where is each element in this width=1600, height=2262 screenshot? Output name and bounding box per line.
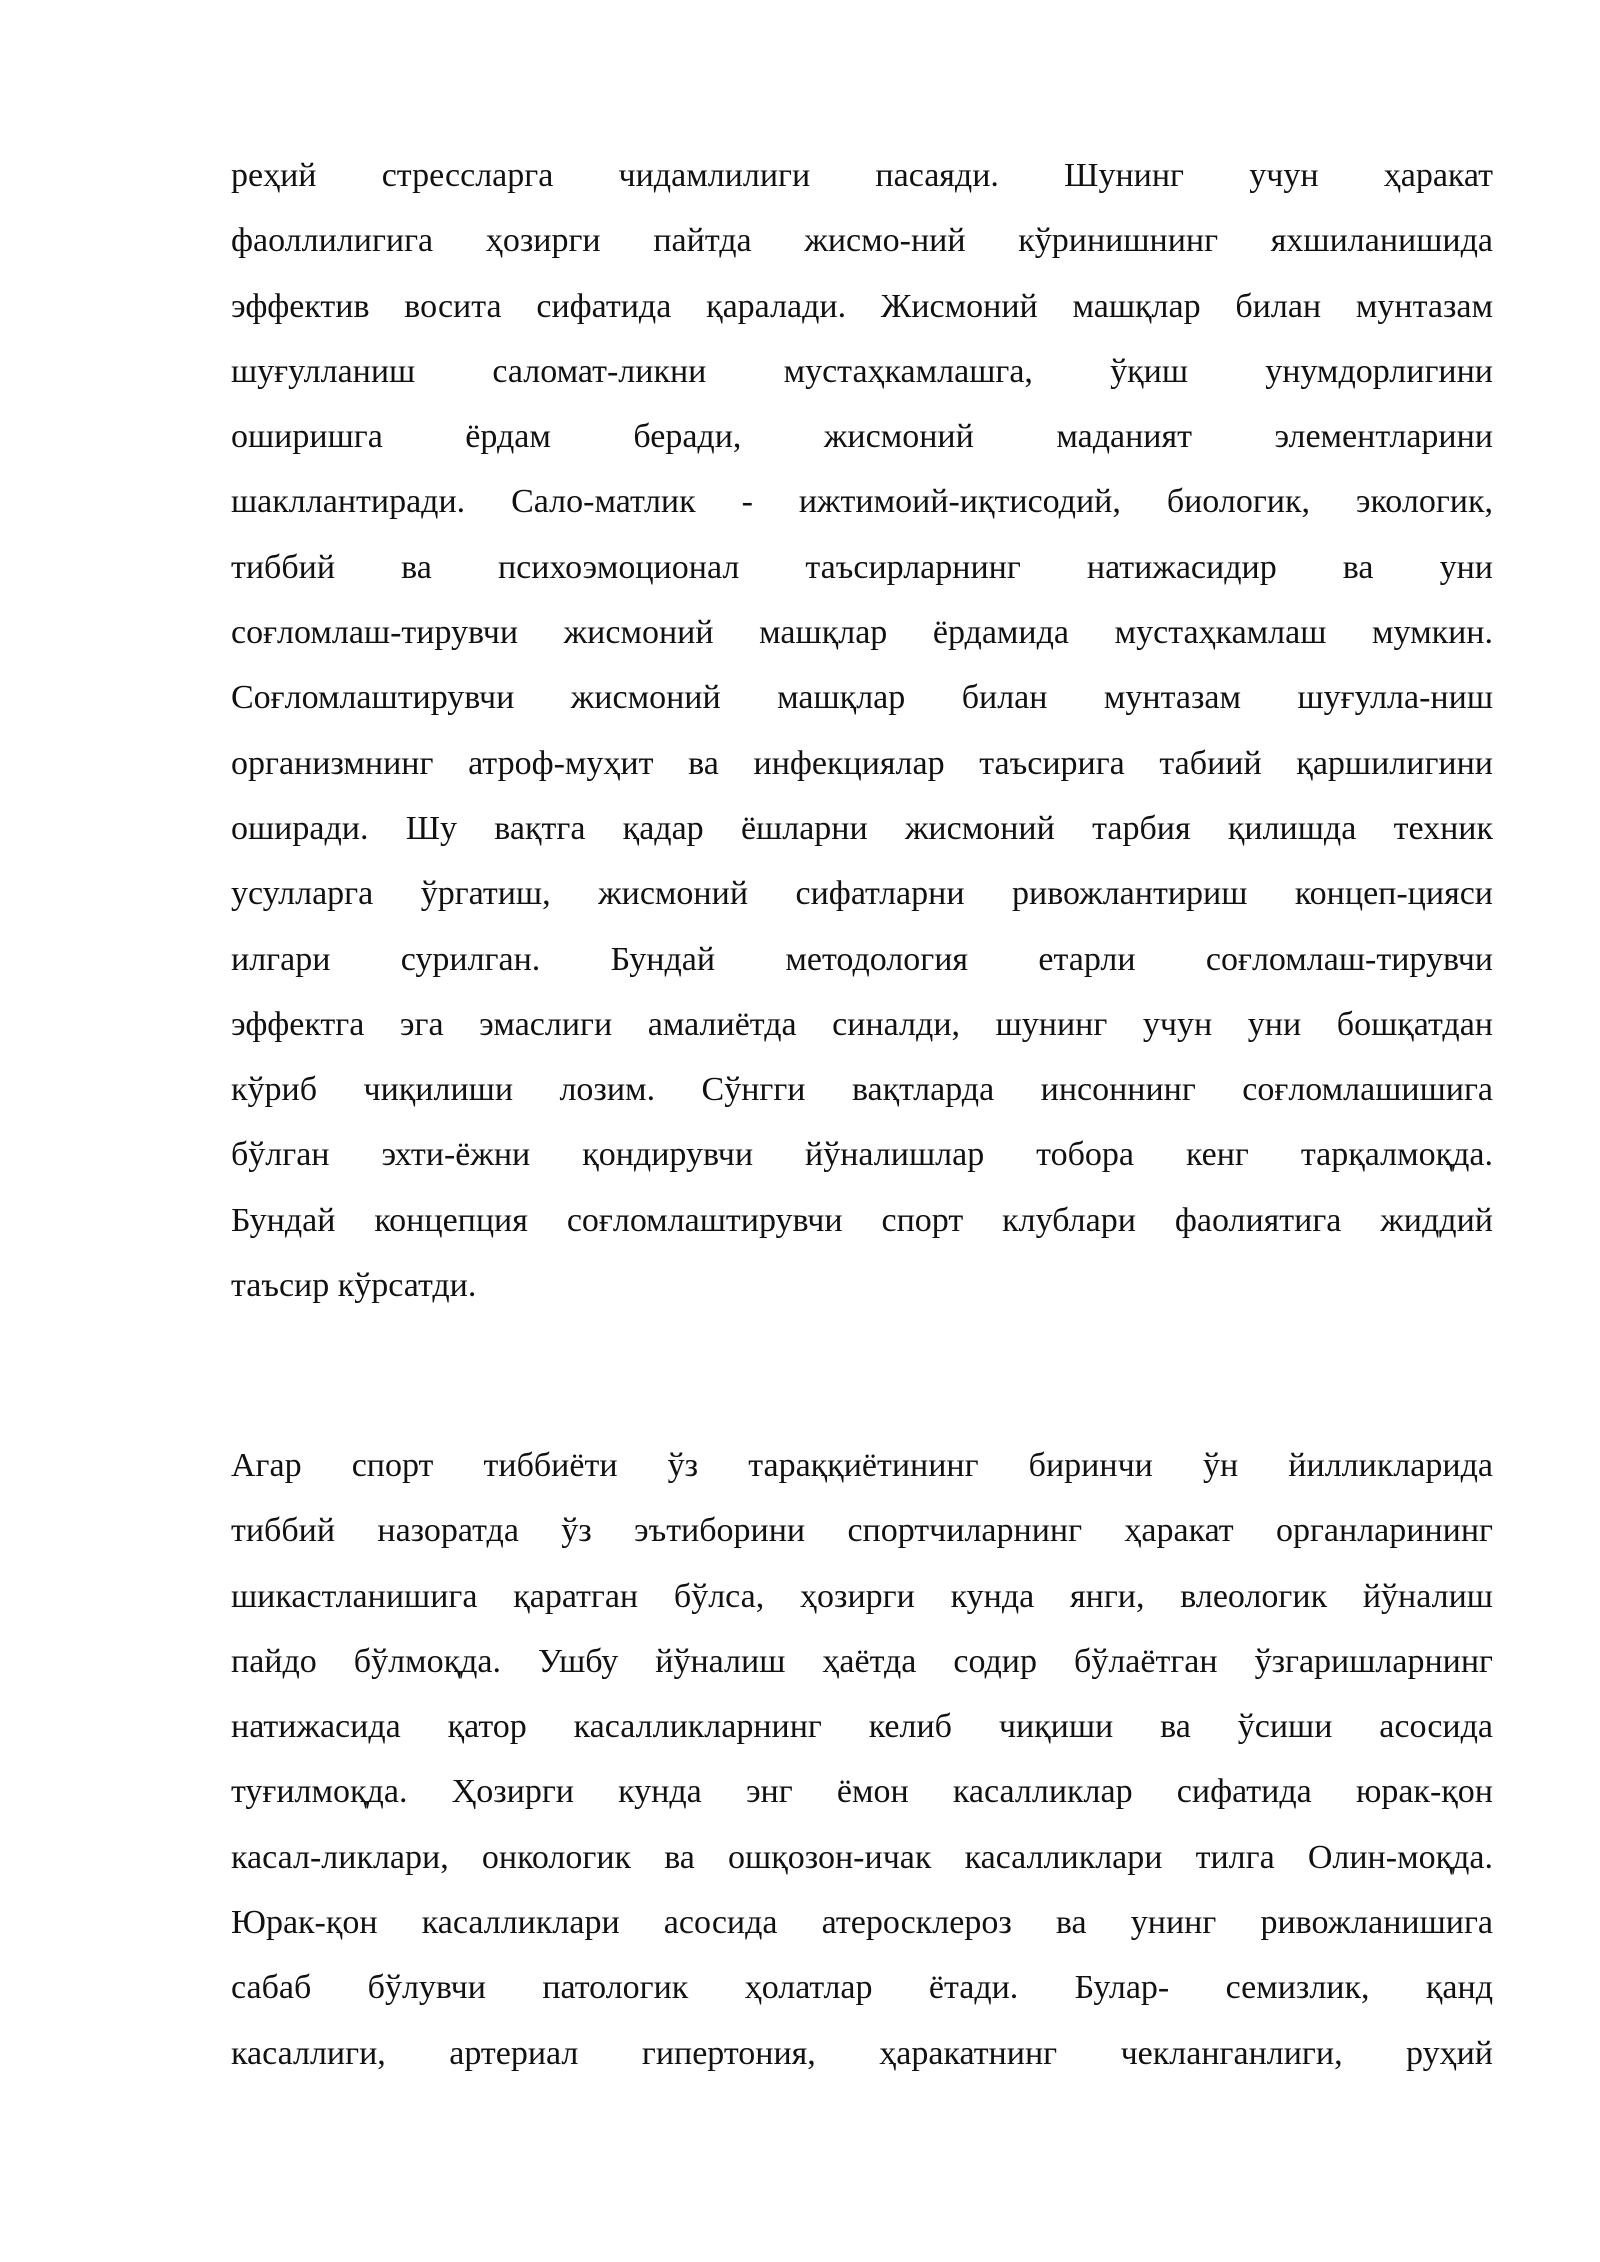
text-line: илгари сурилган. Бундай методология етарли соғломлаш-тирувчи — [231, 940, 1493, 978]
paragraph-2 — [231, 1433, 1493, 2086]
text-line: оширишга ёрдам беради, жисмоний маданият элементларини — [231, 418, 1493, 456]
text-line: эффектив восита сифатида қаралади. Жисмоний машқлар билан мунтазам — [231, 287, 1493, 325]
text-line: шакллантиради. Сало-матлик - ижтимоий-иқтисодий, биологик, экологик, — [231, 483, 1493, 521]
text-line: бўлган эхти-ёжни қондирувчи йўналишлар тобора кенг тарқалмоқда. — [231, 1136, 1493, 1174]
text-line: оширади. Шу вақтга қадар ёшларни жисмоний тарбия қилишда техник — [231, 809, 1493, 847]
text-line: касал-ликлари, онкологик ва ошқозон-ичак касалликлари тилга Олин-моқда. — [231, 1838, 1493, 1876]
text-line: Соғломлаштирувчи жисмоний машқлар билан мунтазам шуғулла-ниш — [231, 679, 1493, 717]
text-line: сабаб бўлувчи патологик ҳолатлар ётади. Булар- семизлик, қанд — [231, 1969, 1493, 2007]
text-line: Агар спорт тиббиёти ўз тараққиётининг биринчи ўн йилликларида — [231, 1447, 1493, 1484]
text-line: натижасида қатор касалликларнинг келиб чиқиши ва ўсиши асосида — [231, 1708, 1493, 1746]
text-line: пайдо бўлмоқда. Ушбу йўналиш ҳаётда содир бўлаётган ўзгаришларнинг — [231, 1642, 1493, 1680]
text-line: туғилмоқда. Ҳозирги кунда энг ёмон касалликлар сифатида юрак-қон — [231, 1773, 1493, 1811]
text-line: таъсир кўрсатди. — [231, 1267, 477, 1305]
paragraph-1 — [231, 143, 1493, 1318]
text-line: тиббий ва психоэмоционал таъсирларнинг натижасидир ва уни — [231, 548, 1493, 586]
text-line: Юрак-қон касалликлари асосида атеросклероз ва унинг ривожланишига — [231, 1904, 1493, 1942]
text-line: эффектга эга эмаслиги амалиётда синалди, шунинг учун уни бошқатдан — [231, 1005, 1493, 1043]
text-line: усулларга ўргатиш, жисмоний сифатларни ривожлантириш концеп-цияси — [231, 875, 1493, 913]
text-line: реҳий стрессларга чидамлилиги пасаяди. Шунинг учун ҳаракат — [231, 157, 1493, 194]
text-line: соғломлаш-тирувчи жисмоний машқлар ёрдамида мустаҳкамлаш мумкин. — [231, 614, 1493, 652]
text-line: шуғулланиш саломат-ликни мустаҳкамлашга, ўқиш унумдорлигини — [231, 352, 1493, 390]
text-line: фаоллилигига ҳозирги пайтда жисмо-ний кўринишнинг яхшиланишида — [231, 222, 1493, 260]
text-line: кўриб чиқилиши лозим. Сўнгги вақтларда инсоннинг соғломлашишига — [231, 1071, 1493, 1109]
text-line: касаллиги, артериал гипертония, ҳаракатнинг чекланганлиги, руҳий — [231, 2034, 1493, 2072]
text-line: шикастланишига қаратган бўлса, ҳозирги кунда янги, влеологик йўналиш — [231, 1577, 1493, 1615]
text-line: Бундай концепция соғломлаштирувчи спорт клублари фаолиятига жиддий — [231, 1201, 1493, 1239]
text-line: организмнинг атроф-муҳит ва инфекциялар таъсирига табиий қаршилигини — [231, 744, 1493, 782]
text-line: тиббий назоратда ўз эътиборини спортчиларнинг ҳаракат органларининг — [231, 1512, 1493, 1550]
